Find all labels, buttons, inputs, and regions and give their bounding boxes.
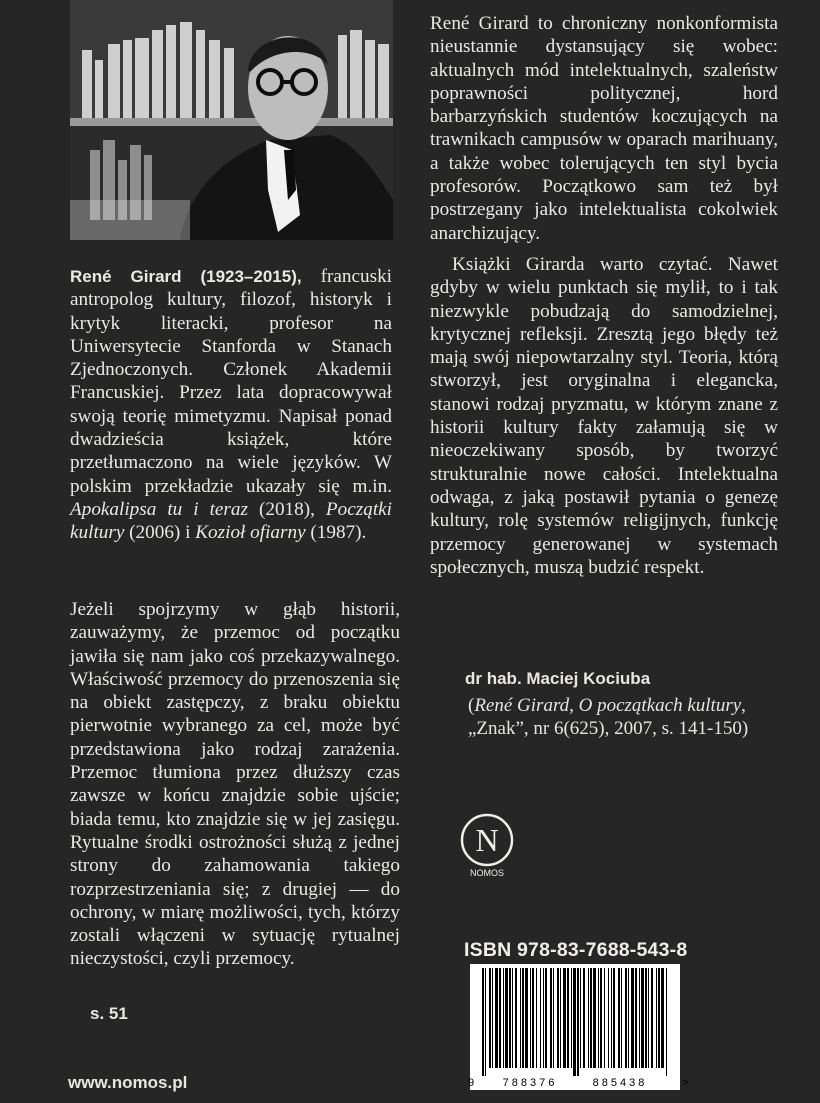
book-title-2: Początki kultury <box>70 498 392 544</box>
barcode-bar <box>571 968 572 1068</box>
barcode-bar <box>621 968 622 1068</box>
excerpt-page-ref: s. 51 <box>90 1004 128 1023</box>
barcode-bar <box>536 968 537 1068</box>
review-source-title: René Girard, O początkach kultury <box>474 695 742 716</box>
barcode-bar <box>557 968 559 1068</box>
barcode-digit-end: > <box>682 1077 689 1089</box>
barcode-bar <box>651 968 653 1068</box>
barcode-digit-right: 885438 <box>592 1077 648 1089</box>
review-source-journal: „Znak”, nr 6(625), 2007, s. 141-150) <box>468 718 749 739</box>
barcode-bar <box>525 968 528 1068</box>
barcode-bar <box>661 968 664 1068</box>
barcode-bar <box>648 968 649 1068</box>
author-photo <box>70 0 393 240</box>
barcode-bar <box>567 968 569 1068</box>
barcode-bar <box>666 968 667 1076</box>
barcode-bar <box>563 968 566 1068</box>
book-title-1: Apokalipsa tu i teraz <box>70 498 248 520</box>
barcode-bar <box>658 968 660 1068</box>
review-source-sep: , <box>741 695 746 716</box>
barcode-bar <box>495 968 498 1068</box>
barcode-bar <box>583 968 585 1068</box>
review-source-open: ( <box>468 695 475 716</box>
barcode-bar <box>522 968 524 1068</box>
barcode-bar <box>618 968 620 1068</box>
barcode-bar <box>532 968 534 1068</box>
barcode-bar <box>530 968 531 1068</box>
barcode-bar <box>503 968 504 1068</box>
barcode-bar <box>515 968 517 1068</box>
author-photo-image <box>70 0 393 240</box>
barcode-bar <box>550 968 552 1068</box>
barcode-bar <box>641 968 644 1068</box>
barcode-bar <box>645 968 647 1068</box>
barcode-bar <box>639 968 640 1068</box>
barcode-bar <box>580 968 581 1068</box>
barcode-bar <box>520 968 521 1068</box>
barcode-bar <box>545 968 547 1068</box>
review-author: dr hab. Maciej Kociuba <box>465 669 651 688</box>
barcode-bar <box>613 968 615 1068</box>
barcode-bar <box>492 968 493 1068</box>
barcode-bar <box>482 968 484 1076</box>
review-paragraph-1: René Girard to chroniczny nonkonformista nieustannie dystansujący się wobec: aktualnych mód intelektualnych, szaleństw poprawności politycznej, hord barbarzyńskich studentów koczujących na trawnikach campusów w oparach marihuany, a także wobec tolerujących ten styl bycia profesorów. Początkowo sam też był postrzegany jako intelektualista cokolwiek anarchizujący. <box>430 13 778 244</box>
barcode-bar <box>553 968 554 1068</box>
nomos-logo-icon <box>459 812 515 880</box>
barcode-bar <box>509 968 511 1068</box>
barcode-bar <box>489 968 491 1068</box>
book-year-1: (2018), <box>258 498 315 520</box>
book-title-3: Kozioł ofiarny <box>195 522 306 544</box>
book-excerpt <box>70 598 400 971</box>
barcode-bar <box>505 968 508 1068</box>
excerpt-text: Jeżeli spojrzymy w głąb historii, zauważymy, że przemoc od początku jawiła się nam jako coś przekazywalnego. Właściwość przemocy do przenoszenia się na obiekt zastępczy, z braku obiektu pierwotnie wybranego za cel, może być przedstawiona jako rodzaj zarażenia. Przemoc tłumiona przez dłuższy czas zawsze w końcu znajdzie sobie ujście; biada temu, kto znajdzie się w jej zasięgu. Rytualne środki ostrożności służą z jednej strony do zahamowania takiego rozprzestrzeniania się; z drugiej — do ochrony, w miarę możliwości, tych, którzy zostali włączeni w sytuację rytualnej nieczystości, czyli przemocy. <box>70 599 400 970</box>
barcode-bar <box>590 968 592 1068</box>
barcode-bar <box>598 968 599 1068</box>
nomos-logo <box>459 812 515 880</box>
barcode-bar <box>543 968 544 1068</box>
barcode-bar <box>577 968 579 1076</box>
author-bio <box>70 265 392 545</box>
barcode-bar <box>573 968 576 1076</box>
review-paragraph-2: Książki Girarda warto czytać. Nawet gdyby w wielu punktach się mylił, to i tak niezwykle pobudzają do samodzielnej, krytycznej refleksji. Zresztą jego błędy też mają swój niepowtarzalny styl. Teoria, którą stworzył, jest oryginalna i elegancka, stanowi rodzaj pryzmatu, w którym znane z historii kultury fakty załamują się w nieoczekiwany sposób, by tworzyć strukturalnie nowe całości. Intelektualna odwaga, z jaką postawił pytania o genezę kultury, rolę systemów religijnych, funkcję przemocy generowanej w systemach społecznych, muszą budzić respekt. <box>430 253 778 578</box>
barcode-bar <box>628 968 629 1068</box>
barcode-graphic <box>460 964 695 1090</box>
barcode-bar <box>588 968 589 1068</box>
bio-text: francuski antropolog kultury, filozof, historyk i krytyk literacki, profesor na Uniwersytecie Stanforda w Stanach Zjednoczonych. Członek Akademii Francuskiej. Przez lata dopracowywał swoją teorię mimetyzmu. Napisał ponad dwadzieścia książek, które przetłumaczono na wiele języków. W polskim przekładzie ukazały się m.in. <box>70 266 393 497</box>
barcode-bar <box>540 968 541 1068</box>
barcode-digit-left: 788376 <box>502 1077 558 1089</box>
barcode-bar <box>485 968 486 1076</box>
author-name: René Girard (1923–2015), <box>70 267 302 286</box>
review-column <box>430 12 778 579</box>
barcode-digit-prefix: 9 <box>468 1077 475 1089</box>
barcode-bar <box>593 968 596 1068</box>
book-year-2: (2006) i <box>129 522 191 544</box>
barcode-bar <box>560 968 561 1068</box>
barcode-bar <box>635 968 637 1068</box>
logo-letter: N <box>475 822 499 858</box>
barcode-bar <box>608 968 609 1068</box>
publisher-website: www.nomos.pl <box>68 1073 188 1092</box>
barcode-bar <box>611 968 612 1068</box>
barcode-bar <box>625 968 627 1068</box>
logo-text: NOMOS <box>469 868 505 878</box>
isbn-barcode <box>460 964 695 1090</box>
isbn-label: ISBN 978-83-7688-543-8 <box>464 939 688 961</box>
barcode-bar <box>656 968 657 1068</box>
barcode-bar <box>512 968 513 1068</box>
book-year-3: (1987). <box>310 522 367 544</box>
barcode-bar <box>600 968 602 1068</box>
barcode-bar <box>631 968 634 1068</box>
review-source <box>468 694 788 740</box>
barcode-bar <box>499 968 501 1068</box>
barcode-bar <box>604 968 605 1068</box>
